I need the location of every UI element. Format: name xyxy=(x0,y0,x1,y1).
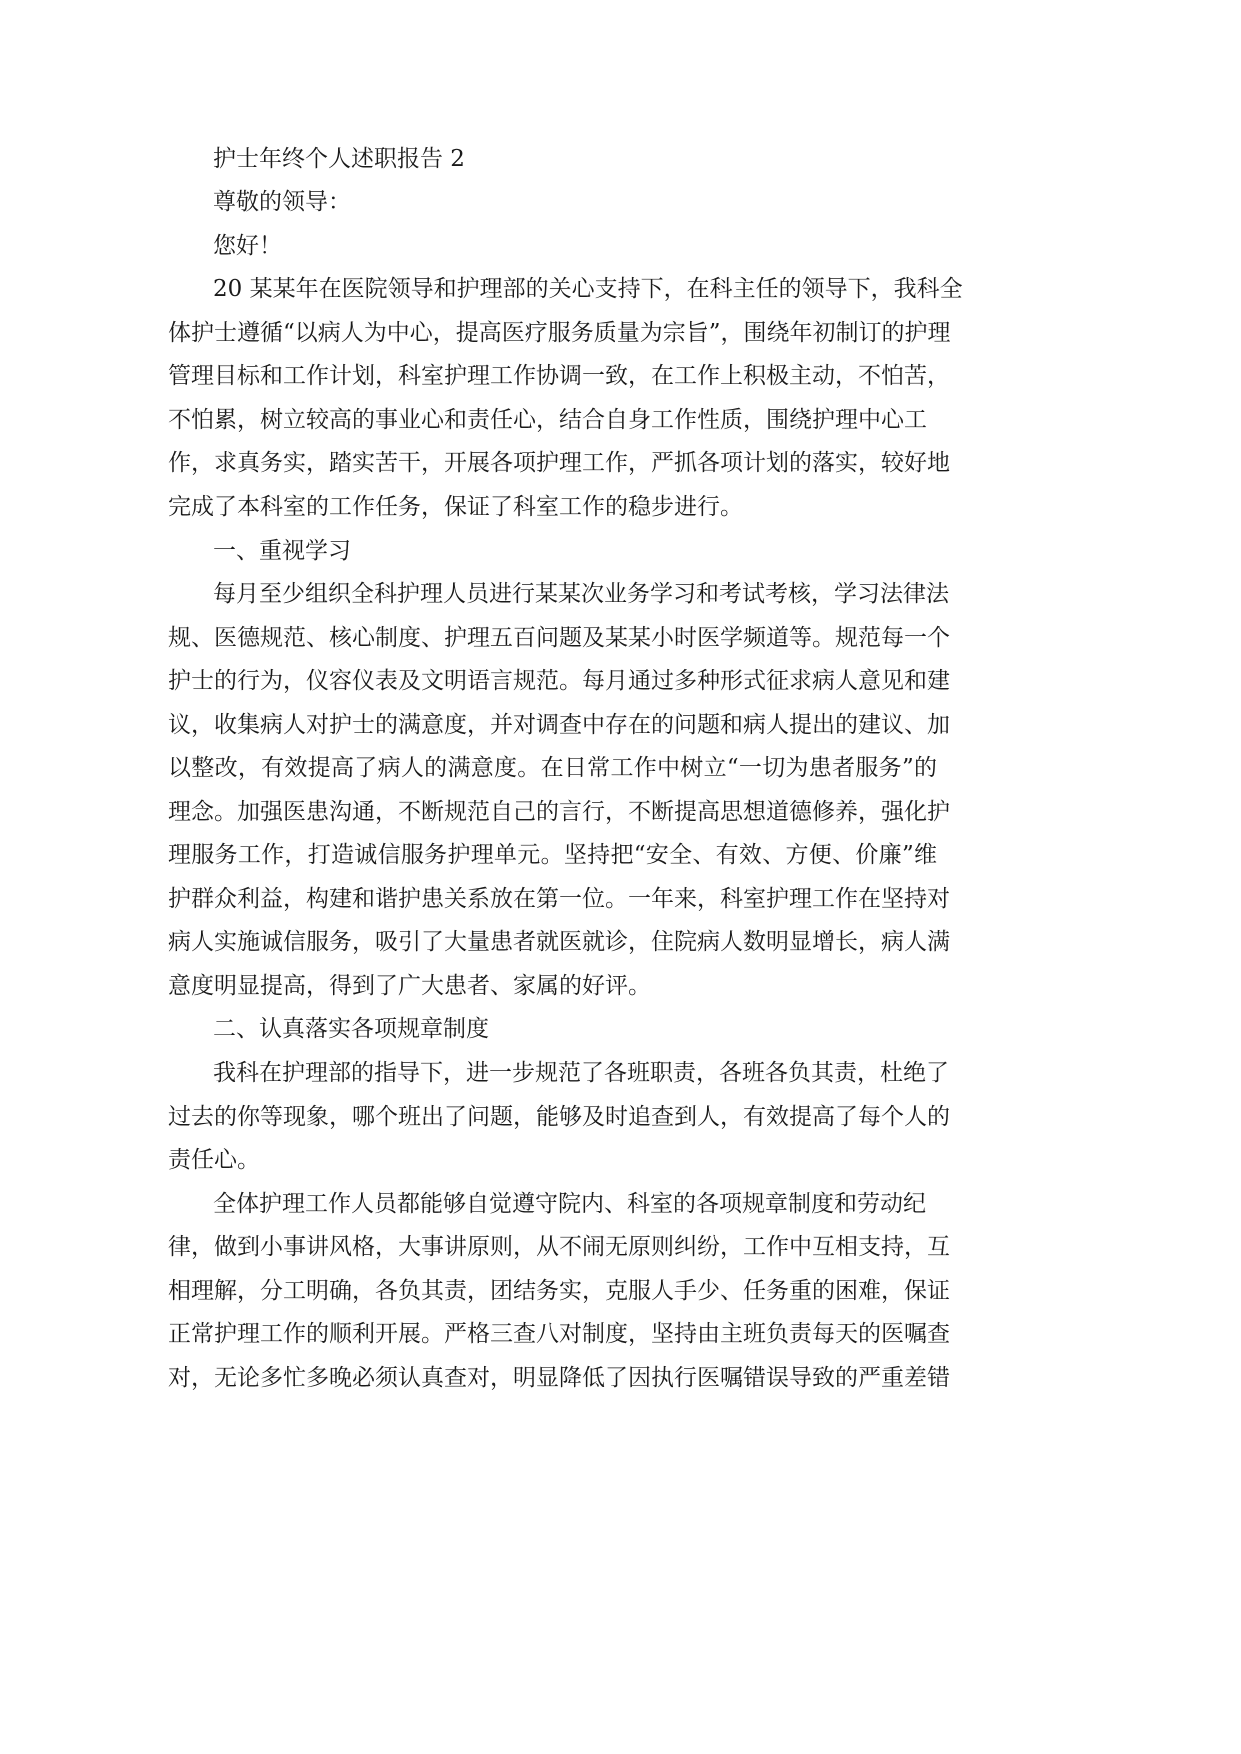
paragraph-line: 律，做到小事讲风格，大事讲原则，从不闹无原则纠纷，工作中互相支持，互 xyxy=(168,1234,950,1260)
salutation: 尊敬的领导： xyxy=(213,189,351,215)
paragraph-line: 完成了本科室的工作任务，保证了科室工作的稳步进行。 xyxy=(168,494,743,520)
paragraph-line: 体护士遵循“以病人为中心，提高医疗服务质量为宗旨”，围绕年初制订的护理 xyxy=(168,320,951,346)
paragraph-line: 责任心。 xyxy=(168,1147,260,1173)
document-title: 护士年终个人述职报告 2 xyxy=(213,146,465,172)
section-heading: 一、重视学习 xyxy=(213,538,351,564)
paragraph-line: 每月至少组织全科护理人员进行某某次业务学习和考试考核，学习法律法 xyxy=(213,581,949,607)
paragraph-line: 议，收集病人对护士的满意度，并对调查中存在的问题和病人提出的建议、加 xyxy=(168,712,950,738)
paragraph-line: 理服务工作，打造诚信服务护理单元。坚持把“安全、有效、方便、价廉”维 xyxy=(168,842,937,868)
greeting: 您好！ xyxy=(213,233,282,259)
paragraph-line: 作，求真务实，踏实苦干，开展各项护理工作，严抓各项计划的落实，较好地 xyxy=(168,450,950,476)
paragraph-line: 不怕累，树立较高的事业心和责任心，结合自身工作性质，围绕护理中心工 xyxy=(168,407,927,433)
paragraph-line: 全体护理工作人员都能够自觉遵守院内、科室的各项规章制度和劳动纪 xyxy=(213,1191,926,1217)
paragraph-line: 过去的你等现象，哪个班出了问题，能够及时追查到人，有效提高了每个人的 xyxy=(168,1104,950,1130)
paragraph-line: 相理解，分工明确，各负其责，团结务实，克服人手少、任务重的困难，保证 xyxy=(168,1278,950,1304)
paragraph-line: 病人实施诚信服务，吸引了大量患者就医就诊，住院病人数明显增长，病人满 xyxy=(168,929,950,955)
paragraph-line: 意度明显提高，得到了广大患者、家属的好评。 xyxy=(168,973,651,999)
paragraph-line: 对，无论多忙多晚必须认真查对，明显降低了因执行医嘱错误导致的严重差错 xyxy=(168,1365,950,1391)
paragraph-line: 管理目标和工作计划，科室护理工作协调一致，在工作上积极主动，不怕苦， xyxy=(168,363,950,389)
paragraph-line: 20 某某年在医院领导和护理部的关心支持下，在科主任的领导下，我科全 xyxy=(213,276,963,302)
paragraph-line: 我科在护理部的指导下，进一步规范了各班职责，各班各负其责，杜绝了 xyxy=(213,1060,949,1086)
paragraph-line: 护士的行为，仪容仪表及文明语言规范。每月通过多种形式征求病人意见和建 xyxy=(168,668,950,694)
paragraph-line: 规、医德规范、核心制度、护理五百问题及某某小时医学频道等。规范每一个 xyxy=(168,625,950,651)
paragraph-line: 以整改，有效提高了病人的满意度。在日常工作中树立“一切为患者服务”的 xyxy=(168,755,937,781)
paragraph-line: 正常护理工作的顺利开展。严格三查八对制度，坚持由主班负责每天的医嘱查 xyxy=(168,1321,950,1347)
paragraph-line: 护群众利益，构建和谐护患关系放在第一位。一年来，科室护理工作在坚持对 xyxy=(168,886,950,912)
paragraph-line: 理念。加强医患沟通，不断规范自己的言行，不断提高思想道德修养，强化护 xyxy=(168,799,950,825)
section-heading: 二、认真落实各项规章制度 xyxy=(213,1016,489,1042)
